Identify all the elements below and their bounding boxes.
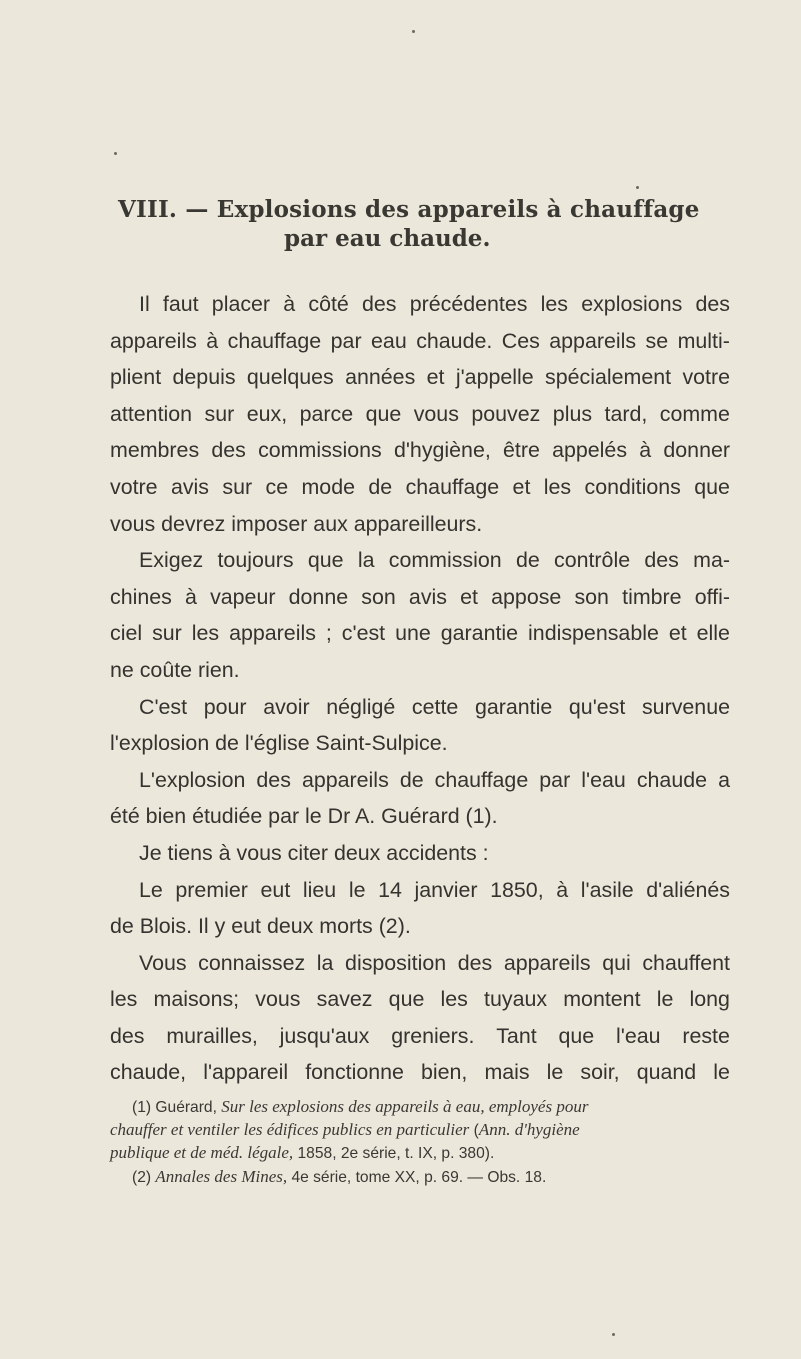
text-line: les maisons; vous savez que les tuyaux montent le long (110, 987, 730, 1012)
text-line: votre avis sur ce mode de chauffage et les conditions que (110, 474, 730, 499)
text-line: chaude, l'appareil fonctionne bien, mais le soir, quand le (110, 1060, 730, 1085)
heading-line-2: par eau chaude. (284, 225, 491, 252)
footnote-1-line-2: chauffer et ventiler les édifices publics en particulier (Ann. d'hygiène (110, 1120, 580, 1140)
text-line: L'explosion des appareils de chauffage par l'eau chaude a (139, 767, 730, 792)
footnote-1-line-1: (1) Guérard, Sur les explosions des appareils à eau, employés pour (132, 1097, 589, 1116)
paper-speck (114, 152, 117, 155)
text-line: Le premier eut lieu le 14 janvier 1850, à l'asile d'aliénés (139, 877, 730, 902)
text-line: ciel sur les appareils ; c'est une garantie indispensable et elle (110, 621, 730, 646)
text-line: chines à vapeur donne son avis et appose son timbre offi- (110, 584, 730, 609)
paper-speck (412, 30, 415, 33)
text-line: membres des commissions d'hygiène, être appelés à donner (110, 438, 730, 463)
footnote-1-line-3: publique et de méd. légale, 1858, 2e série, t. IX, p. 380). (110, 1143, 495, 1163)
text-line: des murailles, jusqu'aux greniers. Tant que l'eau reste (110, 1023, 730, 1048)
footnotes (110, 1096, 730, 1189)
paper-speck (612, 1333, 615, 1336)
text-line: l'explosion de l'église Saint-Sulpice. (110, 731, 448, 756)
text-line: ne coûte rien. (110, 657, 240, 682)
text-line: Je tiens à vous citer deux accidents : (139, 840, 489, 865)
text-line: plient depuis quelques années et j'appelle spécialement votre (110, 365, 730, 390)
text-line: Vous connaissez la disposition des appareils qui chauffent (139, 950, 730, 975)
body-text (110, 286, 730, 1091)
text-line: été bien étudiée par le Dr A. Guérard (1). (110, 804, 498, 829)
paper-speck (636, 186, 639, 189)
text-line: vous devrez imposer aux appareilleurs. (110, 511, 483, 536)
text-line: appareils à chauffage par eau chaude. Ces appareils se multi- (110, 328, 730, 353)
text-line: attention sur eux, parce que vous pouvez plus tard, comme (110, 401, 730, 426)
text-line: de Blois. Il y eut deux morts (2). (110, 914, 411, 939)
text-line: Exigez toujours que la commission de contrôle des ma- (139, 548, 730, 573)
text-line: Il faut placer à côté des précédentes les explosions des (139, 292, 730, 316)
footnote-2: (2) Annales des Mines, 4e série, tome XX, p. 69. — Obs. 18. (132, 1166, 547, 1186)
text-line: C'est pour avoir négligé cette garantie qu'est survenue (139, 694, 730, 719)
section-heading (110, 196, 730, 252)
heading-line-1: VIII. — Explosions des appareils à chauffage (118, 196, 700, 223)
